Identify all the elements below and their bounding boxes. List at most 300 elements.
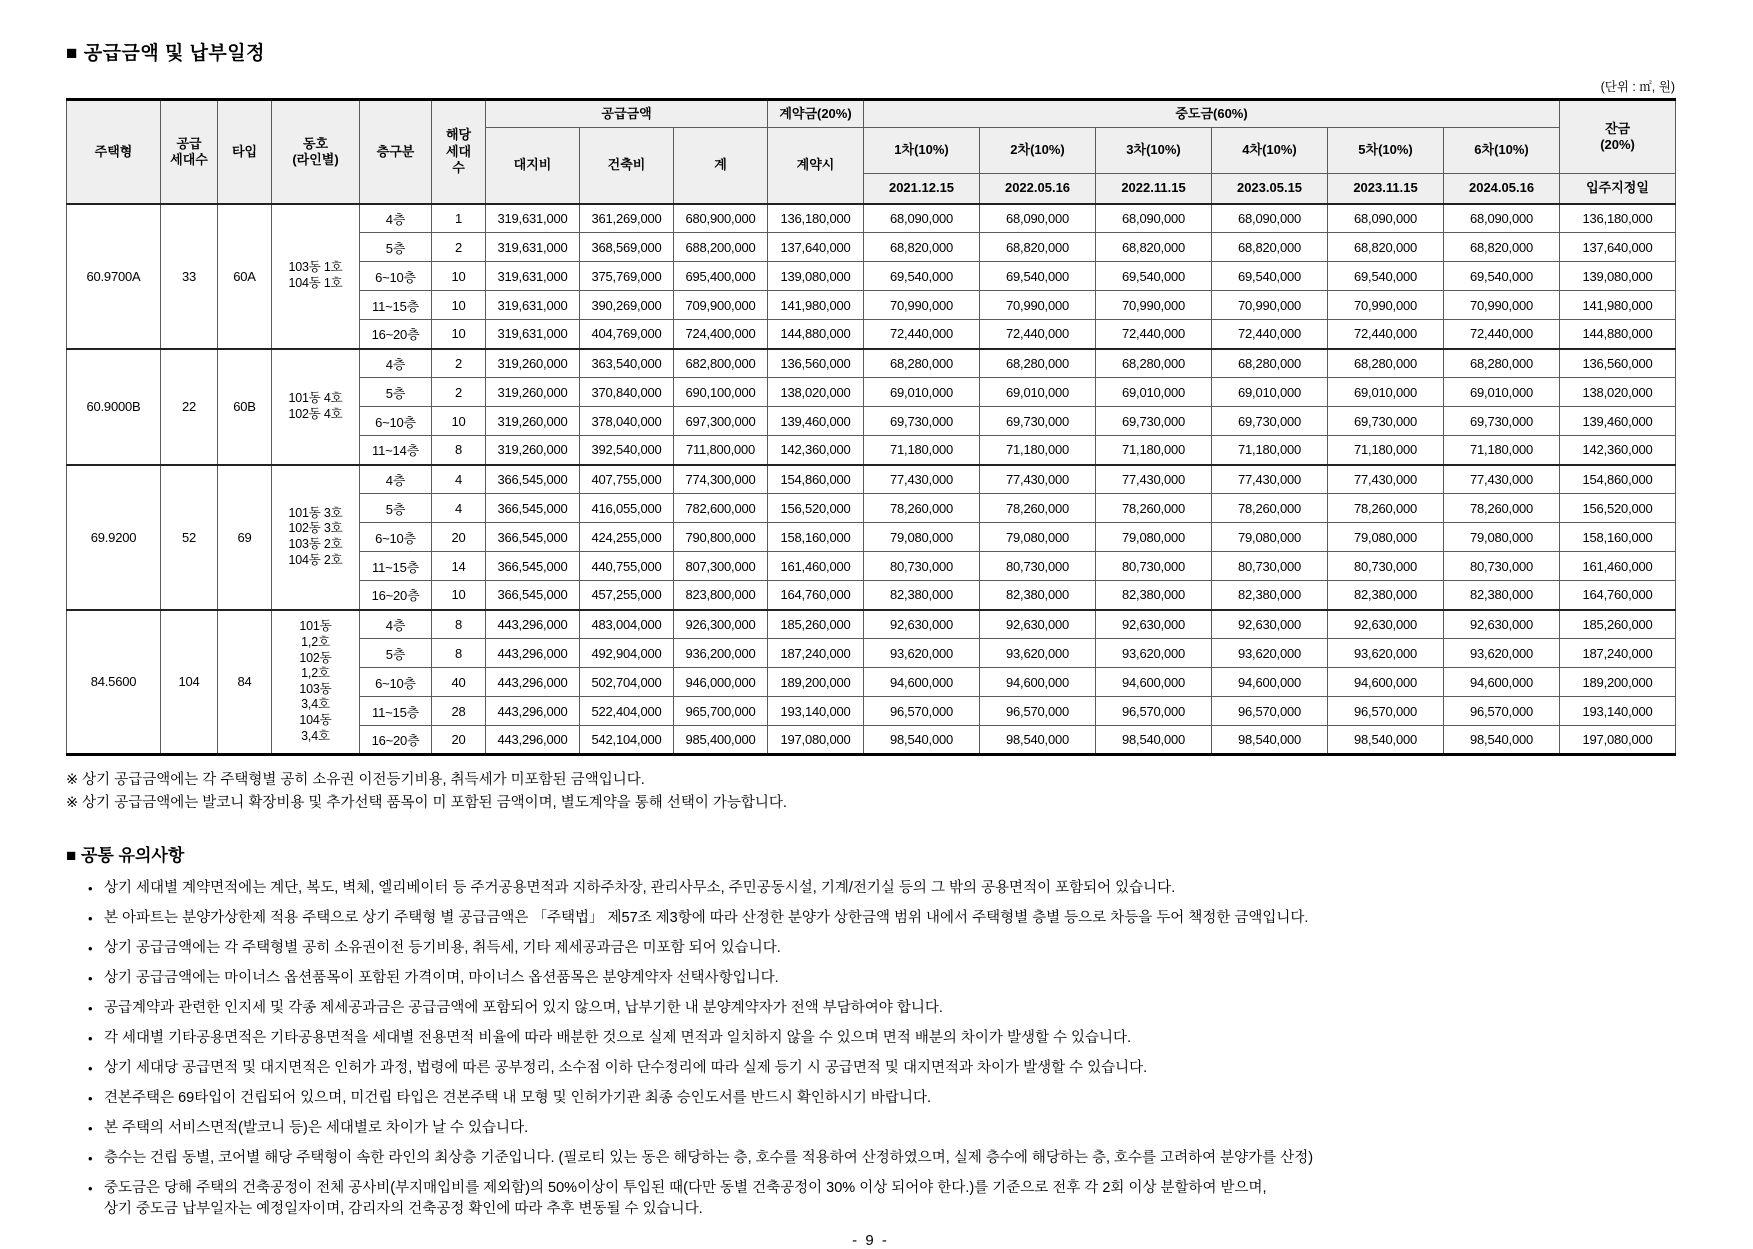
- floor-cell: 11~15층: [360, 552, 432, 581]
- interim-5-cell: 82,380,000: [1328, 581, 1444, 610]
- table-body: [67, 204, 1676, 755]
- interim-2-cell: 94,600,000: [980, 668, 1096, 697]
- unit-count-cell: 2: [432, 378, 486, 407]
- floor-cell: 5층: [360, 494, 432, 523]
- floor-cell: 11~14층: [360, 436, 432, 465]
- interim-2-cell: 82,380,000: [980, 581, 1096, 610]
- interim-1-cell: 96,570,000: [864, 697, 980, 726]
- building-cost-cell: 522,404,000: [580, 697, 674, 726]
- floor-cell: 6~10층: [360, 523, 432, 552]
- interim-6-cell: 96,570,000: [1444, 697, 1560, 726]
- bullet-icon: •: [88, 1181, 93, 1196]
- floor-cell: 6~10층: [360, 262, 432, 291]
- interim-2-cell: 78,260,000: [980, 494, 1096, 523]
- interim-3-cell: 96,570,000: [1096, 697, 1212, 726]
- total-cell: 724,400,000: [674, 320, 768, 349]
- interim-3-cell: 68,820,000: [1096, 233, 1212, 262]
- header-building-cost: 건축비: [580, 128, 674, 204]
- interim-4-cell: 93,620,000: [1212, 639, 1328, 668]
- total-cell: 690,100,000: [674, 378, 768, 407]
- interim-5-cell: 93,620,000: [1328, 639, 1444, 668]
- supply-count-cell: 33: [161, 204, 218, 349]
- notice-item: [66, 1088, 1687, 1109]
- header-interim-group: 중도금(60%): [864, 100, 1560, 128]
- floor-cell: 4층: [360, 204, 432, 233]
- interim-3-cell: 77,430,000: [1096, 465, 1212, 494]
- notice-item: [66, 1028, 1687, 1049]
- total-cell: 774,300,000: [674, 465, 768, 494]
- contract-payment-cell: 193,140,000: [768, 697, 864, 726]
- total-cell: 946,000,000: [674, 668, 768, 697]
- interim-3-cell: 69,540,000: [1096, 262, 1212, 291]
- bullet-icon: •: [88, 911, 93, 926]
- total-cell: 936,200,000: [674, 639, 768, 668]
- footnote: ※ 상기 공급금액에는 발코니 확장비용 및 추가선택 품목이 미 포함된 금액이며, 별도계약을 통해 선택이 가능합니다.: [66, 795, 787, 811]
- contract-payment-cell: 185,260,000: [768, 610, 864, 639]
- table-row: [67, 610, 1676, 639]
- contract-payment-cell: 139,460,000: [768, 407, 864, 436]
- notice-text: 공급계약과 관련한 인지세 및 각종 제세공과금은 공급금액에 포함되어 있지 않으며, 납부기한 내 분양계약자가 전액 부담하여야 합니다.: [104, 1000, 943, 1016]
- balance-cell: 161,460,000: [1560, 552, 1676, 581]
- contract-payment-cell: 138,020,000: [768, 378, 864, 407]
- interim-1-cell: 69,010,000: [864, 378, 980, 407]
- total-cell: 965,700,000: [674, 697, 768, 726]
- housing-type-cell: 84.5600: [67, 610, 161, 755]
- header-installment-4: 4차(10%): [1212, 128, 1328, 174]
- notice-item: [66, 1118, 1687, 1139]
- dong-ho-cell: 103동 1호 104동 1호: [272, 204, 360, 349]
- notice-text: 상기 세대당 공급면적 및 대지면적은 인허가 과정, 법령에 따른 공부정리, 소수점 이하 단수정리에 따라 실제 등기 시 공급면적 및 대지면적과 차이가 발생할 수 있습니다.: [104, 1060, 1148, 1076]
- interim-3-cell: 93,620,000: [1096, 639, 1212, 668]
- interim-5-cell: 69,540,000: [1328, 262, 1444, 291]
- notice-item: [66, 878, 1687, 899]
- interim-1-cell: 93,620,000: [864, 639, 980, 668]
- land-cost-cell: 443,296,000: [486, 668, 580, 697]
- interim-1-cell: 69,730,000: [864, 407, 980, 436]
- interim-4-cell: 68,820,000: [1212, 233, 1328, 262]
- interim-5-cell: 79,080,000: [1328, 523, 1444, 552]
- bullet-icon: •: [88, 941, 93, 956]
- land-cost-cell: 366,545,000: [486, 465, 580, 494]
- land-cost-cell: 366,545,000: [486, 581, 580, 610]
- interim-1-cell: 69,540,000: [864, 262, 980, 291]
- land-cost-cell: 319,631,000: [486, 204, 580, 233]
- interim-3-cell: 68,280,000: [1096, 349, 1212, 378]
- interim-2-cell: 68,280,000: [980, 349, 1096, 378]
- interim-6-cell: 80,730,000: [1444, 552, 1560, 581]
- balance-cell: 197,080,000: [1560, 726, 1676, 755]
- interim-1-cell: 80,730,000: [864, 552, 980, 581]
- table-row: [67, 349, 1676, 378]
- header-move-in-date: 입주지정일: [1560, 174, 1676, 204]
- balance-cell: 142,360,000: [1560, 436, 1676, 465]
- land-cost-cell: 443,296,000: [486, 726, 580, 755]
- unit-count-cell: 2: [432, 233, 486, 262]
- bullet-icon: •: [88, 1091, 93, 1106]
- land-cost-cell: 319,260,000: [486, 349, 580, 378]
- building-cost-cell: 457,255,000: [580, 581, 674, 610]
- interim-5-cell: 70,990,000: [1328, 291, 1444, 320]
- balance-cell: 144,880,000: [1560, 320, 1676, 349]
- interim-5-cell: 77,430,000: [1328, 465, 1444, 494]
- interim-2-cell: 69,540,000: [980, 262, 1096, 291]
- dong-ho-cell: 101동 3호 102동 3호 103동 2호 104동 2호: [272, 465, 360, 610]
- bullet-icon: •: [88, 1001, 93, 1016]
- floor-cell: 5층: [360, 233, 432, 262]
- land-cost-cell: 319,260,000: [486, 378, 580, 407]
- interim-1-cell: 70,990,000: [864, 291, 980, 320]
- balance-cell: 136,180,000: [1560, 204, 1676, 233]
- header-row-1: [67, 100, 1676, 128]
- interim-6-cell: 77,430,000: [1444, 465, 1560, 494]
- balance-cell: 141,980,000: [1560, 291, 1676, 320]
- contract-payment-cell: 164,760,000: [768, 581, 864, 610]
- header-total: 계: [674, 128, 768, 204]
- contract-payment-cell: 156,520,000: [768, 494, 864, 523]
- balance-cell: 139,080,000: [1560, 262, 1676, 291]
- header-type: 타입: [218, 100, 272, 204]
- header-land-cost: 대지비: [486, 128, 580, 204]
- header-supply-amount-group: 공급금액: [486, 100, 768, 128]
- header-installment-6: 6차(10%): [1444, 128, 1560, 174]
- floor-cell: 11~15층: [360, 697, 432, 726]
- type-cell: 60B: [218, 349, 272, 465]
- total-cell: 807,300,000: [674, 552, 768, 581]
- interim-3-cell: 72,440,000: [1096, 320, 1212, 349]
- total-cell: 782,600,000: [674, 494, 768, 523]
- floor-cell: 6~10층: [360, 668, 432, 697]
- interim-1-cell: 92,630,000: [864, 610, 980, 639]
- floor-cell: 16~20층: [360, 320, 432, 349]
- interim-2-cell: 96,570,000: [980, 697, 1096, 726]
- footnotes: [66, 769, 1687, 815]
- floor-cell: 11~15층: [360, 291, 432, 320]
- contract-payment-cell: 139,080,000: [768, 262, 864, 291]
- interim-6-cell: 69,730,000: [1444, 407, 1560, 436]
- interim-2-cell: 77,430,000: [980, 465, 1096, 494]
- interim-3-cell: 68,090,000: [1096, 204, 1212, 233]
- land-cost-cell: 319,631,000: [486, 291, 580, 320]
- header-housing-type: 주택형: [67, 100, 161, 204]
- header-installment-3-date: 2022.11.15: [1096, 174, 1212, 204]
- unit-count-cell: 1: [432, 204, 486, 233]
- balance-cell: 136,560,000: [1560, 349, 1676, 378]
- balance-cell: 187,240,000: [1560, 639, 1676, 668]
- header-contract-group: 계약금(20%): [768, 100, 864, 128]
- balance-cell: 189,200,000: [1560, 668, 1676, 697]
- land-cost-cell: 443,296,000: [486, 697, 580, 726]
- building-cost-cell: 502,704,000: [580, 668, 674, 697]
- interim-6-cell: 69,540,000: [1444, 262, 1560, 291]
- unit-count-cell: 28: [432, 697, 486, 726]
- interim-3-cell: 69,010,000: [1096, 378, 1212, 407]
- interim-6-cell: 71,180,000: [1444, 436, 1560, 465]
- land-cost-cell: 319,260,000: [486, 407, 580, 436]
- land-cost-cell: 319,631,000: [486, 233, 580, 262]
- bullet-icon: •: [88, 881, 93, 896]
- building-cost-cell: 378,040,000: [580, 407, 674, 436]
- unit-count-cell: 10: [432, 581, 486, 610]
- interim-2-cell: 69,730,000: [980, 407, 1096, 436]
- interim-4-cell: 68,090,000: [1212, 204, 1328, 233]
- land-cost-cell: 366,545,000: [486, 494, 580, 523]
- contract-payment-cell: 137,640,000: [768, 233, 864, 262]
- interim-2-cell: 93,620,000: [980, 639, 1096, 668]
- unit-count-cell: 8: [432, 610, 486, 639]
- interim-2-cell: 79,080,000: [980, 523, 1096, 552]
- housing-type-cell: 60.9700A: [67, 204, 161, 349]
- interim-6-cell: 79,080,000: [1444, 523, 1560, 552]
- floor-cell: 5층: [360, 639, 432, 668]
- bullet-icon: •: [88, 1121, 93, 1136]
- total-cell: 680,900,000: [674, 204, 768, 233]
- interim-5-cell: 71,180,000: [1328, 436, 1444, 465]
- header-balance-group: 잔금 (20%): [1560, 100, 1676, 174]
- balance-cell: 158,160,000: [1560, 523, 1676, 552]
- unit-count-cell: 14: [432, 552, 486, 581]
- header-dong-ho: 동호 (라인별): [272, 100, 360, 204]
- building-cost-cell: 483,004,000: [580, 610, 674, 639]
- interim-5-cell: 80,730,000: [1328, 552, 1444, 581]
- header-unit-count: 해당 세대 수: [432, 100, 486, 204]
- page-number: - 9 -: [852, 1232, 889, 1249]
- dong-ho-cell: 101동 4호 102동 4호: [272, 349, 360, 465]
- land-cost-cell: 319,631,000: [486, 320, 580, 349]
- header-installment-5-date: 2023.11.15: [1328, 174, 1444, 204]
- notice-item: [66, 908, 1687, 929]
- interim-6-cell: 78,260,000: [1444, 494, 1560, 523]
- building-cost-cell: 407,755,000: [580, 465, 674, 494]
- interim-6-cell: 82,380,000: [1444, 581, 1560, 610]
- interim-3-cell: 80,730,000: [1096, 552, 1212, 581]
- unit-note: (단위 : ㎡, 원): [1600, 80, 1675, 94]
- table-row: [67, 465, 1676, 494]
- notice-text: 상기 세대별 계약면적에는 계단, 복도, 벽체, 엘리베이터 등 주거공용면적과 지하주차장, 관리사무소, 주민공동시설, 기계/전기실 등의 그 밖의 공용면적이 포함되어 있습니다.: [104, 880, 1176, 896]
- contract-payment-cell: 141,980,000: [768, 291, 864, 320]
- contract-payment-cell: 136,180,000: [768, 204, 864, 233]
- interim-2-cell: 68,820,000: [980, 233, 1096, 262]
- floor-cell: 6~10층: [360, 407, 432, 436]
- header-installment-6-date: 2024.05.16: [1444, 174, 1560, 204]
- building-cost-cell: 404,769,000: [580, 320, 674, 349]
- total-cell: 697,300,000: [674, 407, 768, 436]
- interim-1-cell: 77,430,000: [864, 465, 980, 494]
- interim-6-cell: 69,010,000: [1444, 378, 1560, 407]
- header-installment-4-date: 2023.05.15: [1212, 174, 1328, 204]
- interim-6-cell: 70,990,000: [1444, 291, 1560, 320]
- building-cost-cell: 361,269,000: [580, 204, 674, 233]
- balance-cell: 138,020,000: [1560, 378, 1676, 407]
- unit-count-cell: 10: [432, 407, 486, 436]
- floor-cell: 4층: [360, 465, 432, 494]
- interim-6-cell: 68,820,000: [1444, 233, 1560, 262]
- unit-count-cell: 20: [432, 523, 486, 552]
- building-cost-cell: 390,269,000: [580, 291, 674, 320]
- total-cell: 711,800,000: [674, 436, 768, 465]
- interim-4-cell: 92,630,000: [1212, 610, 1328, 639]
- interim-2-cell: 71,180,000: [980, 436, 1096, 465]
- supply-count-cell: 104: [161, 610, 218, 755]
- header-supply-count: 공급 세대수: [161, 100, 218, 204]
- interim-1-cell: 68,820,000: [864, 233, 980, 262]
- balance-cell: 185,260,000: [1560, 610, 1676, 639]
- interim-3-cell: 94,600,000: [1096, 668, 1212, 697]
- contract-payment-cell: 144,880,000: [768, 320, 864, 349]
- header-installment-5: 5차(10%): [1328, 128, 1444, 174]
- footnote: ※ 상기 공급금액에는 각 주택형별 공히 소유권 이전등기비용, 취득세가 미포함된 금액입니다.: [66, 772, 645, 788]
- interim-3-cell: 98,540,000: [1096, 726, 1212, 755]
- interim-4-cell: 79,080,000: [1212, 523, 1328, 552]
- interim-4-cell: 71,180,000: [1212, 436, 1328, 465]
- type-cell: 60A: [218, 204, 272, 349]
- land-cost-cell: 443,296,000: [486, 639, 580, 668]
- section-title-common-notice: ■ 공통 유의사항: [66, 846, 185, 865]
- unit-count-cell: 10: [432, 320, 486, 349]
- unit-count-cell: 10: [432, 262, 486, 291]
- contract-payment-cell: 187,240,000: [768, 639, 864, 668]
- building-cost-cell: 542,104,000: [580, 726, 674, 755]
- total-cell: 682,800,000: [674, 349, 768, 378]
- building-cost-cell: 440,755,000: [580, 552, 674, 581]
- total-cell: 709,900,000: [674, 291, 768, 320]
- housing-type-cell: 60.9000B: [67, 349, 161, 465]
- building-cost-cell: 370,840,000: [580, 378, 674, 407]
- interim-5-cell: 78,260,000: [1328, 494, 1444, 523]
- interim-4-cell: 96,570,000: [1212, 697, 1328, 726]
- interim-5-cell: 68,820,000: [1328, 233, 1444, 262]
- floor-cell: 4층: [360, 349, 432, 378]
- header-installment-3: 3차(10%): [1096, 128, 1212, 174]
- notice-item: [66, 998, 1687, 1019]
- type-cell: 69: [218, 465, 272, 610]
- interim-2-cell: 70,990,000: [980, 291, 1096, 320]
- interim-4-cell: 94,600,000: [1212, 668, 1328, 697]
- interim-4-cell: 98,540,000: [1212, 726, 1328, 755]
- balance-cell: 137,640,000: [1560, 233, 1676, 262]
- interim-4-cell: 80,730,000: [1212, 552, 1328, 581]
- building-cost-cell: 492,904,000: [580, 639, 674, 668]
- unit-count-cell: 20: [432, 726, 486, 755]
- total-cell: 790,800,000: [674, 523, 768, 552]
- total-cell: 695,400,000: [674, 262, 768, 291]
- land-cost-cell: 319,631,000: [486, 262, 580, 291]
- notice-item: [66, 1178, 1687, 1220]
- unit-count-cell: 8: [432, 436, 486, 465]
- interim-1-cell: 98,540,000: [864, 726, 980, 755]
- notice-text: 중도금은 당해 주택의 건축공정이 전체 공사비(부지매입비를 제외함)의 50%이상이 투입된 때(다만 동별 건축공정이 30% 이상 되어야 한다.)를 기준으로 전후 각 2회 이상 분할하여 받으며, 상기 중도금 납부일자는 예정일자이며, 감리자의 건축공정 확인에 따라 추후 변동될 수 있습니다.: [104, 1180, 1267, 1217]
- balance-cell: 193,140,000: [1560, 697, 1676, 726]
- bullet-icon: •: [88, 971, 93, 986]
- header-installment-2-date: 2022.05.16: [980, 174, 1096, 204]
- land-cost-cell: 366,545,000: [486, 523, 580, 552]
- contract-payment-cell: 154,860,000: [768, 465, 864, 494]
- unit-count-cell: 2: [432, 349, 486, 378]
- interim-3-cell: 92,630,000: [1096, 610, 1212, 639]
- notice-item: [66, 968, 1687, 989]
- land-cost-cell: 443,296,000: [486, 610, 580, 639]
- interim-5-cell: 72,440,000: [1328, 320, 1444, 349]
- contract-payment-cell: 136,560,000: [768, 349, 864, 378]
- header-installment-1: 1차(10%): [864, 128, 980, 174]
- interim-6-cell: 68,090,000: [1444, 204, 1560, 233]
- interim-4-cell: 72,440,000: [1212, 320, 1328, 349]
- interim-3-cell: 78,260,000: [1096, 494, 1212, 523]
- interim-4-cell: 68,280,000: [1212, 349, 1328, 378]
- contract-payment-cell: 158,160,000: [768, 523, 864, 552]
- building-cost-cell: 392,540,000: [580, 436, 674, 465]
- land-cost-cell: 319,260,000: [486, 436, 580, 465]
- floor-cell: 16~20층: [360, 581, 432, 610]
- interim-1-cell: 68,280,000: [864, 349, 980, 378]
- interim-5-cell: 69,730,000: [1328, 407, 1444, 436]
- contract-payment-cell: 189,200,000: [768, 668, 864, 697]
- building-cost-cell: 416,055,000: [580, 494, 674, 523]
- interim-4-cell: 82,380,000: [1212, 581, 1328, 610]
- interim-4-cell: 78,260,000: [1212, 494, 1328, 523]
- total-cell: 985,400,000: [674, 726, 768, 755]
- bullet-icon: •: [88, 1031, 93, 1046]
- interim-1-cell: 94,600,000: [864, 668, 980, 697]
- floor-cell: 16~20층: [360, 726, 432, 755]
- interim-4-cell: 77,430,000: [1212, 465, 1328, 494]
- interim-2-cell: 69,010,000: [980, 378, 1096, 407]
- interim-5-cell: 96,570,000: [1328, 697, 1444, 726]
- interim-1-cell: 72,440,000: [864, 320, 980, 349]
- interim-4-cell: 69,540,000: [1212, 262, 1328, 291]
- type-cell: 84: [218, 610, 272, 755]
- interim-1-cell: 78,260,000: [864, 494, 980, 523]
- notice-item: [66, 938, 1687, 959]
- bullet-icon: •: [88, 1151, 93, 1166]
- floor-cell: 4층: [360, 610, 432, 639]
- unit-count-cell: 8: [432, 639, 486, 668]
- interim-5-cell: 94,600,000: [1328, 668, 1444, 697]
- building-cost-cell: 375,769,000: [580, 262, 674, 291]
- land-cost-cell: 366,545,000: [486, 552, 580, 581]
- interim-6-cell: 94,600,000: [1444, 668, 1560, 697]
- notice-text: 본 주택의 서비스면적(발코니 등)은 세대별로 차이가 날 수 있습니다.: [104, 1120, 529, 1136]
- interim-5-cell: 98,540,000: [1328, 726, 1444, 755]
- interim-6-cell: 72,440,000: [1444, 320, 1560, 349]
- interim-5-cell: 68,090,000: [1328, 204, 1444, 233]
- interim-6-cell: 92,630,000: [1444, 610, 1560, 639]
- interim-5-cell: 92,630,000: [1328, 610, 1444, 639]
- interim-2-cell: 72,440,000: [980, 320, 1096, 349]
- interim-2-cell: 68,090,000: [980, 204, 1096, 233]
- notice-text: 본 아파트는 분양가상한제 적용 주택으로 상기 주택형 별 공급금액은 「주택법」 제57조 제3항에 따라 산정한 분양가 상한금액 범위 내에서 주택형별 층별 등으로 차등을 두어 책정한 금액입니다.: [104, 910, 1309, 926]
- contract-payment-cell: 197,080,000: [768, 726, 864, 755]
- interim-4-cell: 69,730,000: [1212, 407, 1328, 436]
- contract-payment-cell: 142,360,000: [768, 436, 864, 465]
- interim-2-cell: 80,730,000: [980, 552, 1096, 581]
- unit-count-cell: 4: [432, 465, 486, 494]
- payment-schedule-table: [66, 98, 1676, 756]
- interim-6-cell: 93,620,000: [1444, 639, 1560, 668]
- contract-payment-cell: 161,460,000: [768, 552, 864, 581]
- table-header: [67, 100, 1676, 204]
- header-floor-division: 층구분: [360, 100, 432, 204]
- notice-text: 상기 공급금액에는 마이너스 옵션품목이 포함된 가격이며, 마이너스 옵션품목은 분양계약자 선택사항입니다.: [104, 970, 779, 986]
- interim-2-cell: 92,630,000: [980, 610, 1096, 639]
- interim-5-cell: 69,010,000: [1328, 378, 1444, 407]
- interim-1-cell: 68,090,000: [864, 204, 980, 233]
- page-title: ■ 공급금액 및 납부일정: [66, 43, 265, 64]
- unit-count-cell: 40: [432, 668, 486, 697]
- balance-cell: 139,460,000: [1560, 407, 1676, 436]
- notice-text: 각 세대별 기타공용면적은 기타공용면적을 세대별 전용면적 비율에 따라 배분한 것으로 실제 면적과 일치하지 않을 수 있으며 면적 배분의 차이가 발생할 수 있습니다.: [104, 1030, 1132, 1046]
- notice-item: [66, 1148, 1687, 1169]
- unit-count-cell: 10: [432, 291, 486, 320]
